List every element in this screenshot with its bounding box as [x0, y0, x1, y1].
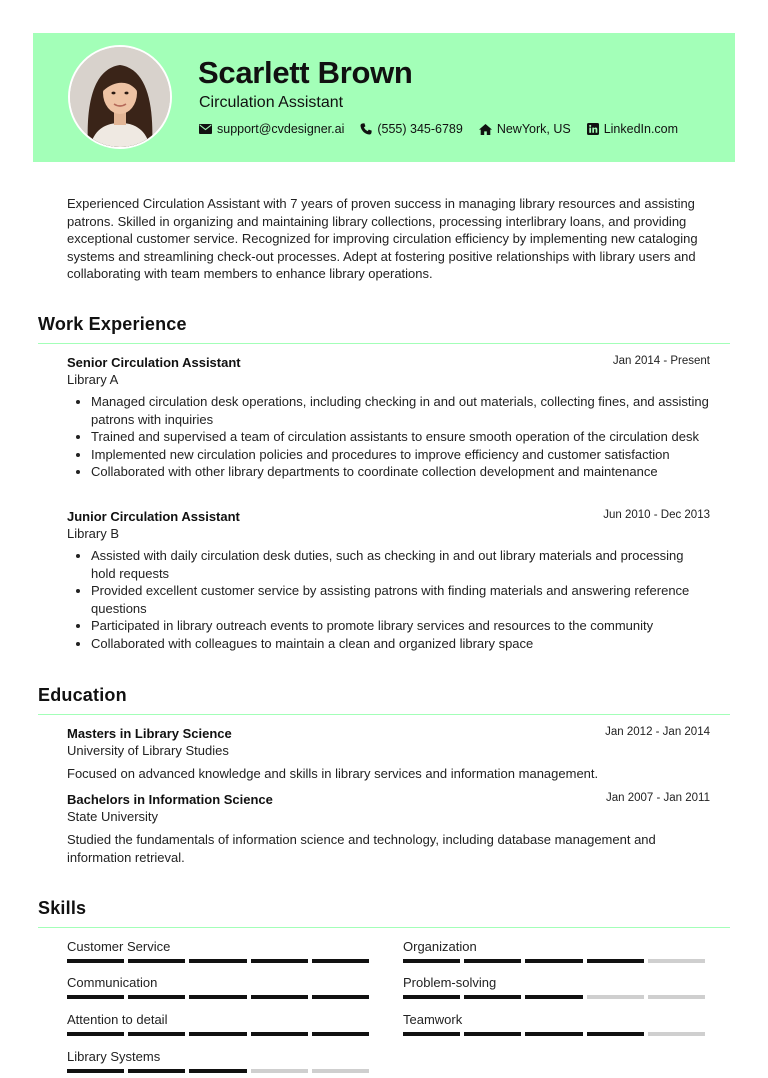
skill-level-bar: [403, 995, 709, 999]
resume-header: [33, 33, 735, 162]
skill-segment-filled: [464, 959, 521, 963]
education-date: Jan 2012 - Jan 2014: [605, 726, 710, 738]
job-entry: [67, 509, 710, 652]
contact-list: [199, 122, 694, 136]
education-description: Studied the fundamentals of information science and technology, including database management and information retrieval.: [67, 832, 656, 865]
skill-segment-filled: [189, 959, 246, 963]
job-title: Senior Circulation Assistant: [67, 355, 241, 370]
skill-segment-filled: [128, 1032, 185, 1036]
home-icon: [479, 124, 492, 135]
skill-segment-filled: [525, 1032, 582, 1036]
contact-location-text: NewYork, US: [496, 122, 571, 136]
skill-item: [403, 939, 709, 963]
skill-name: Problem-solving: [403, 975, 497, 990]
section-divider: [38, 343, 730, 344]
skill-segment-filled: [189, 1032, 246, 1036]
job-company: Library A: [67, 372, 119, 387]
education-school: University of Library Studies: [67, 743, 229, 758]
skill-segment-filled: [67, 1069, 124, 1073]
skill-name: Teamwork: [403, 1012, 463, 1027]
job-company: Library B: [67, 526, 120, 541]
skill-segment-filled: [67, 1032, 124, 1036]
skill-level-bar: [403, 1032, 709, 1036]
phone-icon: [360, 123, 372, 135]
skill-item: [403, 1012, 709, 1036]
skill-segment-filled: [525, 995, 582, 999]
contact-location: [479, 122, 571, 136]
education-degree: Bachelors in Information Science: [67, 792, 273, 807]
contact-linkedin-text: LinkedIn.com: [603, 122, 679, 136]
job-bullets: [67, 393, 710, 481]
skill-segment-filled: [128, 1069, 185, 1073]
candidate-role: Circulation Assistant: [199, 94, 344, 111]
skill-segment-filled: [128, 959, 185, 963]
skill-item: [67, 939, 373, 963]
skill-segment-filled: [189, 995, 246, 999]
job-bullets: [67, 547, 710, 652]
section-title-work: Work Experience: [38, 314, 187, 334]
linkedin-icon: [587, 123, 599, 135]
contact-email[interactable]: [199, 122, 344, 136]
job-entry: [67, 355, 710, 481]
skill-segment-filled: [128, 995, 185, 999]
education-date: Jan 2007 - Jan 2011: [605, 792, 710, 804]
section-title-skills: Skills: [38, 898, 87, 918]
profile-summary: Experienced Circulation Assistant with 7 years of proven success in managing library resources and assisting patrons. Skilled in organizing and maintaining library collections, processing interlibrary loans, and providing exceptional customer service. Recognized for improving circulation efficiency by implementing new cataloging systems and streamlining check-out processes. Adept at fostering positive relationships with library users and collaborating with team members to enhance library operations.: [67, 196, 698, 281]
skill-level-bar: [403, 959, 709, 963]
skill-segment-filled: [312, 1032, 369, 1036]
skill-level-bar: [67, 1069, 373, 1073]
job-bullet: • Implemented new circulation policies and procedures to improve efficiency and customer satisfaction: [91, 446, 710, 464]
skill-segment-filled: [189, 1069, 246, 1073]
skill-segment-empty: [312, 1069, 369, 1073]
skill-segment-empty: [648, 959, 705, 963]
skill-segment-filled: [251, 995, 308, 999]
skill-segment-filled: [464, 1032, 521, 1036]
skill-segment-filled: [464, 995, 521, 999]
job-date: Jun 2010 - Dec 2013: [603, 509, 710, 521]
job-title: Junior Circulation Assistant: [67, 509, 240, 524]
job-date: Jan 2014 - Present: [612, 355, 710, 367]
skill-item: [67, 1012, 373, 1036]
skill-segment-filled: [403, 1032, 460, 1036]
skill-segment-filled: [587, 959, 644, 963]
skill-name: Customer Service: [67, 939, 171, 954]
skill-segment-filled: [251, 1032, 308, 1036]
candidate-name: Scarlett Brown: [198, 55, 413, 90]
contact-phone-text: (555) 345-6789: [377, 122, 463, 136]
skill-segment-filled: [251, 959, 308, 963]
education-entry: [67, 726, 710, 783]
skill-name: Library Systems: [67, 1049, 161, 1064]
skill-segment-filled: [312, 959, 369, 963]
job-bullet: • Participated in library outreach events to promote library services and resources to the community: [91, 617, 710, 635]
skill-segment-empty: [587, 995, 644, 999]
skill-level-bar: [67, 1032, 373, 1036]
skill-item: [67, 975, 373, 999]
skill-segment-empty: [648, 995, 705, 999]
envelope-icon: [199, 124, 212, 134]
contact-linkedin[interactable]: [587, 122, 678, 136]
avatar: [70, 47, 170, 147]
section-divider: [38, 927, 730, 928]
education-entry: [67, 792, 710, 866]
skill-name: Communication: [67, 975, 158, 990]
job-bullet: • Collaborated with other library departments to coordinate collection development and maintenance: [91, 463, 710, 481]
skill-segment-filled: [312, 995, 369, 999]
skill-segment-empty: [251, 1069, 308, 1073]
skill-segment-filled: [587, 1032, 644, 1036]
contact-phone[interactable]: [360, 122, 462, 136]
skill-segment-filled: [67, 995, 124, 999]
skill-segment-filled: [403, 995, 460, 999]
skill-name: Attention to detail: [67, 1012, 168, 1027]
skill-segment-filled: [67, 959, 124, 963]
job-bullet: • Collaborated with colleagues to maintain a clean and organized library space: [91, 635, 710, 653]
job-bullet: • Provided excellent customer service by assisting patrons with finding materials and answering reference questions: [91, 582, 710, 617]
section-divider: [38, 714, 730, 715]
contact-email-text: support@cvdesigner.ai: [217, 122, 345, 136]
skill-segment-empty: [648, 1032, 705, 1036]
skill-level-bar: [67, 959, 373, 963]
skill-name: Organization: [403, 939, 477, 954]
education-degree: Masters in Library Science: [67, 726, 232, 741]
job-bullet: • Managed circulation desk operations, including checking in and out materials, collecting fines, and assisting patrons with inquiries: [91, 393, 710, 428]
skill-item: [67, 1049, 373, 1073]
skill-level-bar: [67, 995, 373, 999]
skill-item: [403, 975, 709, 999]
section-title-education: Education: [38, 685, 127, 705]
education-description: Focused on advanced knowledge and skills in library services and information management.: [67, 766, 599, 781]
job-bullet: • Trained and supervised a team of circulation assistants to ensure smooth operation of the circulation desk: [91, 428, 710, 446]
skill-segment-filled: [525, 959, 582, 963]
education-school: State University: [67, 809, 159, 824]
job-bullet: • Assisted with daily circulation desk duties, such as checking in and out library materials and processing hold requests: [91, 547, 710, 582]
skill-segment-filled: [403, 959, 460, 963]
